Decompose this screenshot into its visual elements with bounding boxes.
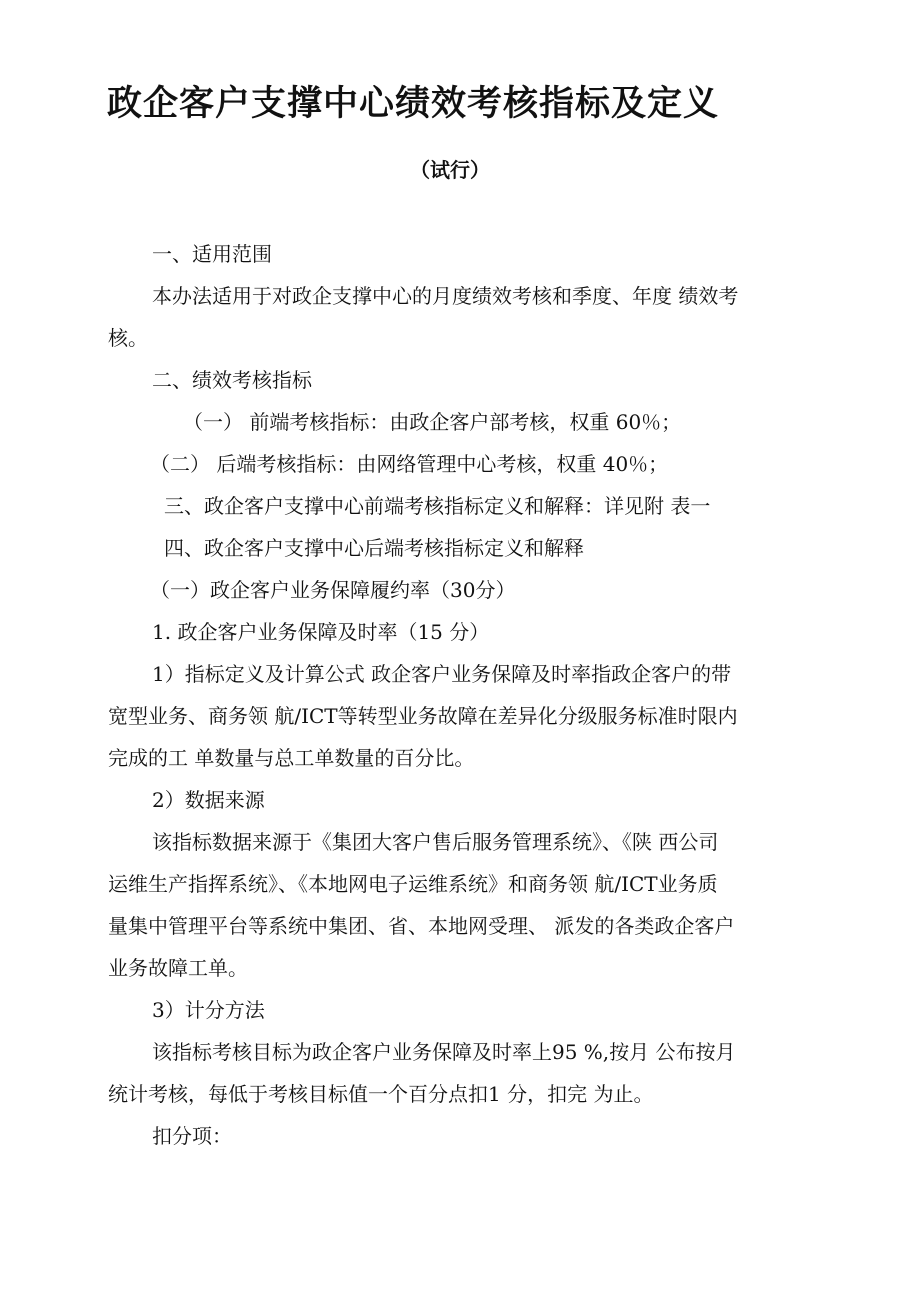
paragraph-line: 核。: [108, 326, 148, 350]
paragraph-line: 该指标考核目标为政企客户业务保障及时率上95 %,按月 公布按月: [152, 1040, 736, 1064]
item-heading: 3）计分方法: [152, 998, 265, 1022]
document-subtitle: （试行）: [410, 158, 490, 182]
subsection-heading: （一）政企客户业务保障履约率（30分）: [150, 578, 516, 602]
paragraph-line: 该指标数据来源于《集团大客户售后服务管理系统》、《陕 西公司: [152, 830, 719, 854]
document-title: 政企客户支撑中心绩效考核指标及定义: [107, 84, 720, 124]
item-heading: 扣分项：: [152, 1124, 232, 1148]
section-heading-indicators: 二、绩效考核指标: [152, 368, 312, 392]
section-heading-scope: 一、适用范围: [152, 242, 272, 266]
item-heading: 2）数据来源: [152, 788, 265, 812]
indicator-item-frontend: （一） 前端考核指标：由政企客户部考核，权重 60％；: [183, 410, 682, 434]
paragraph-line: 业务故障工单。: [108, 956, 248, 980]
paragraph-line: 运维生产指挥系统》、《本地网电子运维系统》和商务领 航/ICT业务质: [108, 872, 718, 896]
item-heading: 1. 政企客户业务保障及时率（15 分）: [152, 620, 490, 644]
paragraph-line: 量集中管理平台等系统中集团、省、本地网受理、 派发的各类政企客户: [108, 914, 735, 938]
paragraph-line: 1）指标定义及计算公式 政企客户业务保障及时率指政企客户的带: [152, 662, 732, 686]
section-heading-frontend-definitions: 三、政企客户支撑中心前端考核指标定义和解释：详见附 表一: [164, 494, 711, 518]
paragraph-line: 完成的工 单数量与总工单数量的百分比。: [108, 746, 475, 770]
paragraph-line: 宽型业务、商务领 航/ICT等转型业务故障在差异化分级服务标准时限内: [108, 704, 738, 728]
paragraph-line: 本办法适用于对政企支撑中心的月度绩效考核和季度、年度 绩效考: [152, 284, 739, 308]
indicator-item-backend: （二） 后端考核指标：由网络管理中心考核，权重 40％；: [150, 452, 669, 476]
paragraph-line: 统计考核，每低于考核目标值一个百分点扣1 分，扣完 为止。: [108, 1082, 654, 1106]
section-heading-backend-definitions: 四、政企客户支撑中心后端考核指标定义和解释: [164, 536, 584, 560]
